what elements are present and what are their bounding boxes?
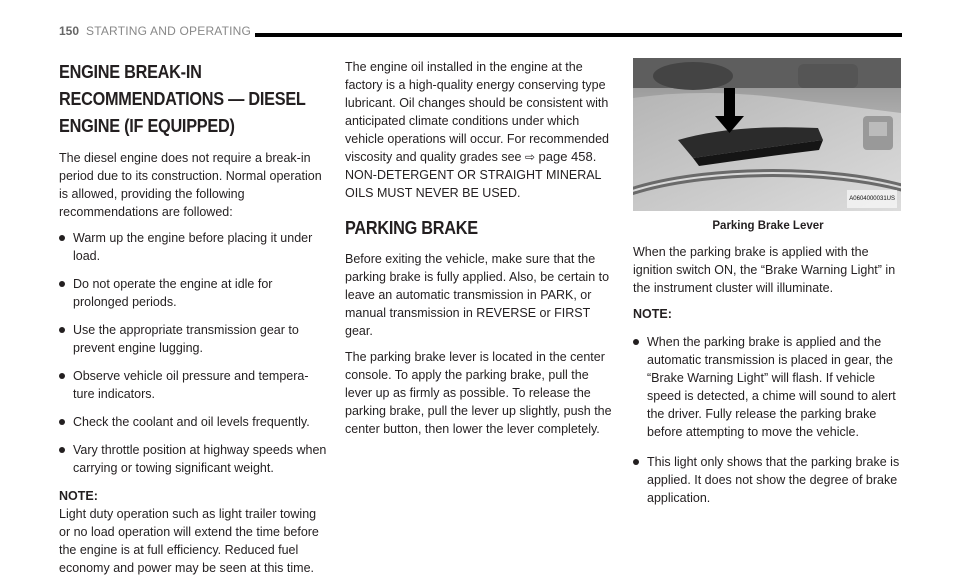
- list-item: Do not operate the engine at idle for prolonged periods.: [59, 275, 329, 311]
- note-label: NOTE:: [633, 307, 672, 321]
- warning-light-paragraph: When the parking brake is applied with the ignition switch ON, the “Brake Warning Light” in the instrument cluster will illuminate.: [633, 245, 896, 295]
- column-right: [633, 58, 903, 519]
- column-middle: [345, 58, 615, 446]
- page-reference-link[interactable]: page 458.: [538, 149, 597, 164]
- break-in-heading: ENGINE BREAK-IN RECOMMENDATIONS — DIESEL ENGINE (IF EQUIPPED): [59, 61, 306, 136]
- list-item: This light only shows that the parking brake is applied. It does not show the degree of brake application.: [633, 453, 903, 507]
- break-in-list: [59, 229, 329, 477]
- list-item: Check the coolant and oil levels frequently.: [59, 413, 329, 431]
- figure-caption: Parking Brake Lever: [712, 220, 824, 232]
- note-list: [633, 333, 903, 507]
- page-ref-arrow-icon: ⇨: [524, 150, 536, 164]
- parking-brake-photo: [633, 58, 901, 211]
- oil-warning: NON-DETERGENT OR STRAIGHT MINERAL OILS MUST NEVER BE USED.: [345, 168, 602, 200]
- list-item: Vary throttle position at highway speeds when carrying or towing significant weight.: [59, 441, 329, 477]
- note-block: [59, 487, 329, 577]
- oil-text: The engine oil installed in the engine at the factory is a high-quality energy conserving type lubricant. Oil changes should be consistent with anticipated climate conditions under which vehicle operations will occur. For recommended viscosity and quality grades see: [345, 60, 610, 164]
- parking-brake-illustration: [633, 58, 901, 211]
- note-text: Light duty operation such as light trailer towing or no load operation will extend the time before the engine is at full efficiency. Reduced fuel economy and power may be seen at this time.: [59, 507, 319, 575]
- list-item: Observe vehicle oil pressure and tempera-ture indicators.: [59, 367, 329, 403]
- image-code: A0604000031US: [847, 190, 897, 208]
- oil-paragraph: [345, 58, 615, 202]
- break-in-intro: The diesel engine does not require a break-in period due to its construction. Normal operation is allowed, providing the following recommendations are followed:: [59, 151, 322, 219]
- note-label: NOTE:: [59, 489, 98, 503]
- header-rule: [255, 33, 902, 37]
- page-number: 150: [59, 24, 80, 38]
- section-title: STARTING AND OPERATING: [86, 24, 252, 38]
- list-item: When the parking brake is applied and the automatic transmission is placed in gear, the “Brake Warning Light” will flash. If vehicle speed is detected, a chime will sound to alert the driver. Fully release the parking brake before attempting to move the vehicle.: [633, 333, 903, 441]
- parking-brake-para1: Before exiting the vehicle, make sure that the parking brake is fully applied. Also, be certain to leave an automatic transmission in PARK, or manual transmission in REVERSE or FIRST gear.: [345, 252, 610, 338]
- parking-brake-heading: PARKING BRAKE: [345, 217, 478, 238]
- parking-brake-para2: The parking brake lever is located in the center console. To apply the parking brake, pull the lever up as firmly as possible. To release the parking brake, pull the lever up slightly, push the center button, then lower the lever completely.: [345, 350, 612, 436]
- list-item: Use the appropriate transmission gear to prevent engine lugging.: [59, 321, 329, 357]
- list-item: Warm up the engine before placing it under load.: [59, 229, 329, 265]
- page-header: [59, 24, 902, 44]
- column-left: [59, 58, 329, 585]
